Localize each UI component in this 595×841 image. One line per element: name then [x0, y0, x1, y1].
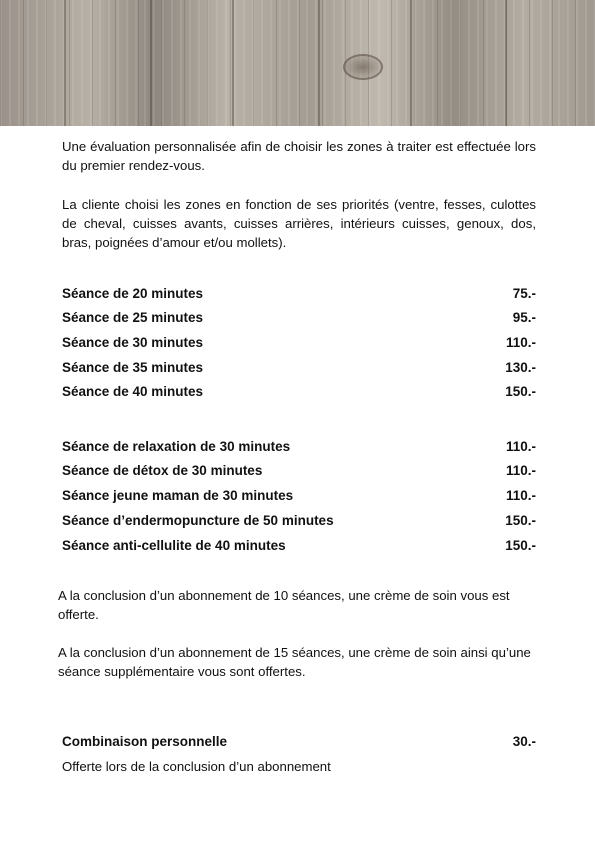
price-row [62, 332, 536, 352]
combination-note: Offerte lors de la conclusion d’un abonnement [62, 759, 331, 774]
price-value: 110.- [505, 487, 536, 503]
price-label: Séance d’endermopuncture de 50 minutes [62, 512, 334, 528]
price-row [62, 485, 536, 505]
combination-label: Combinaison personnelle [62, 733, 228, 749]
price-row [62, 381, 536, 401]
price-label: Séance anti-cellulite de 40 minutes [62, 537, 286, 553]
price-value: 110.- [505, 438, 536, 454]
price-value: 150.- [505, 383, 536, 399]
price-value: 95.- [512, 309, 536, 325]
price-label: Séance de détox de 30 minutes [62, 462, 263, 478]
price-label: Séance jeune maman de 30 minutes [62, 487, 294, 503]
price-label: Séance de 25 minutes [62, 309, 204, 325]
price-value: 150.- [505, 512, 536, 528]
price-value: 110.- [505, 334, 536, 350]
price-row [62, 283, 536, 303]
price-value: 110.- [505, 462, 536, 478]
offer-10-sessions: A la conclusion d’un abonnement de 10 séances, une crème de soin vous est offerte. [58, 588, 510, 622]
price-label: Séance de 35 minutes [62, 359, 204, 375]
price-row [62, 535, 536, 555]
price-label: Séance de relaxation de 30 minutes [62, 438, 291, 454]
offer-15-sessions: A la conclusion d’un abonnement de 15 séances, une crème de soin ainsi qu’une séance supplémentaire vous sont offertes. [58, 645, 531, 679]
price-label: Séance de 30 minutes [62, 334, 204, 350]
price-row [62, 307, 536, 327]
wood-header-image [0, 0, 595, 126]
price-row [62, 460, 536, 480]
price-row [62, 510, 536, 530]
intro-paragraph-1: Une évaluation personnalisée afin de choisir les zones à traiter est effectuée lors du premier rendez-vous. [62, 139, 536, 173]
price-label: Séance de 20 minutes [62, 285, 204, 301]
price-row [62, 357, 536, 377]
combination-row [62, 731, 536, 751]
price-label: Séance de 40 minutes [62, 383, 204, 399]
combination-price: 30.- [512, 733, 536, 749]
price-value: 150.- [505, 537, 536, 553]
price-value: 75.- [512, 285, 536, 301]
intro-paragraph-2: La cliente choisi les zones en fonction de ses priorités (ventre, fesses, culottes de cheval, cuisses avants, cuisses arrières, intérieurs cuisses, genoux, dos, bras, poignées d’amour et/ou mollets). [62, 197, 536, 250]
price-row [62, 436, 536, 456]
price-value: 130.- [505, 359, 536, 375]
